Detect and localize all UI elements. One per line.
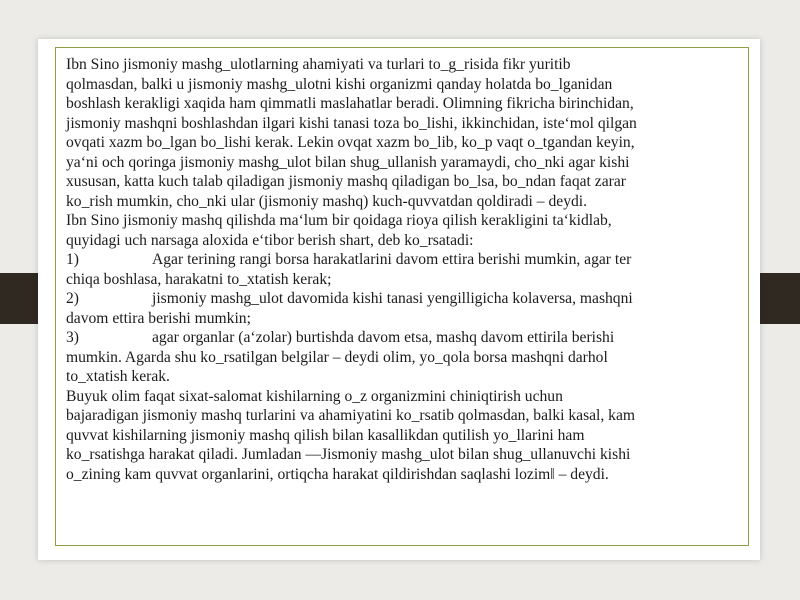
text-line: ya‘ni och qoringa jismoniy mashg_ulot bilan shug_ullanish yaramaydi, cho_nki agar kishi <box>66 153 630 171</box>
list-item-continuation: davom ettira berishi mumkin; <box>66 309 251 327</box>
list-item-number: 2) <box>66 290 79 307</box>
text-line: quvvat kishilarning jismoniy mashq qilish bilan kasallikdan qutilish yo_llarini ham <box>66 426 585 444</box>
text-line: ko_rish mumkin, cho_nki ular (jismoniy mashq) kuch-quvvatdan qoldiradi – deydi. <box>66 192 588 210</box>
text-line: Ibn Sino jismoniy mashq qilishda ma‘lum bir qoidaga rioya qilish kerakligini ta‘kidlab, <box>66 212 612 229</box>
list-item-continuation: to_xtatish kerak. <box>66 368 170 385</box>
text-line: bajaradigan jismoniy mashq turlarini va ahamiyatini ko_rsatib qolmasdan, balki kasal, kam <box>66 407 636 424</box>
list-item-text: agar organlar (a‘zolar) burtishda davom etsa, mashq davom ettirila berishi <box>152 329 615 346</box>
list-item-number: 3) <box>66 329 79 346</box>
text-line: Buyuk olim faqat sixat-salomat kishilarning o_z organizmini chiniqtirish uchun <box>66 387 563 405</box>
text-line: xususan, katta kuch talab qiladigan jismoniy mashq qiladigan bo_lsa, bo_ndan faqat zarar <box>66 173 626 190</box>
list-item-continuation: mumkin. Agarda shu ko_rsatilgan belgilar – deydi olim, yo_qola borsa mashqni darhol <box>66 348 608 366</box>
text-line: qolmasdan, balki u jismoniy mashg_ulotni kishi organizmi qanday holatda bo_lganidan <box>66 75 613 93</box>
list-item-3 <box>66 328 742 348</box>
text-line: ovqati xazm bo_lgan bo_lishi kerak. Lekin ovqat xazm bo_lib, ko_p vaqt o_tgandan keyin, <box>66 134 635 151</box>
text-line: o_zining kam quvvat organlarini, ortiqcha harakat qildirishdan saqlashi lozim‖ – deydi. <box>66 465 609 483</box>
slide-body-text <box>66 55 742 484</box>
list-item-1 <box>66 250 742 270</box>
text-line: boshlash kerakligi xaqida ham qimmatli maslahatlar beradi. Olimning fikricha birinchidan, <box>66 95 634 112</box>
text-line: ko_rsatishga harakat qiladi. Jumladan ―Jismoniy mashg_ulot bilan shug_ullanuvchi kishi <box>66 446 631 463</box>
list-item-2 <box>66 289 742 309</box>
text-line: quyidagi uch narsaga aloxida e‘tibor berish shart, deb ko_rsatadi: <box>66 231 474 249</box>
list-item-number: 1) <box>66 251 79 268</box>
text-line: Ibn Sino jismoniy mashg_ulotlarning ahamiyati va turlari to_g_risida fikr yuritib <box>66 56 571 73</box>
list-item-text: Agar terining rangi borsa harakatlarini davom ettira berishi mumkin, agar ter <box>152 251 632 268</box>
list-item-continuation: chiqa boshlasa, harakatni to_xtatish kerak; <box>66 270 332 288</box>
text-line: jismoniy mashqni boshlashdan ilgari kishi tanasi toza bo_lishi, ikkinchidan, iste‘mol qilgan <box>66 114 637 132</box>
list-item-text: jismoniy mashg_ulot davomida kishi tanasi yengilligicha kolaversa, mashqni <box>152 290 633 307</box>
